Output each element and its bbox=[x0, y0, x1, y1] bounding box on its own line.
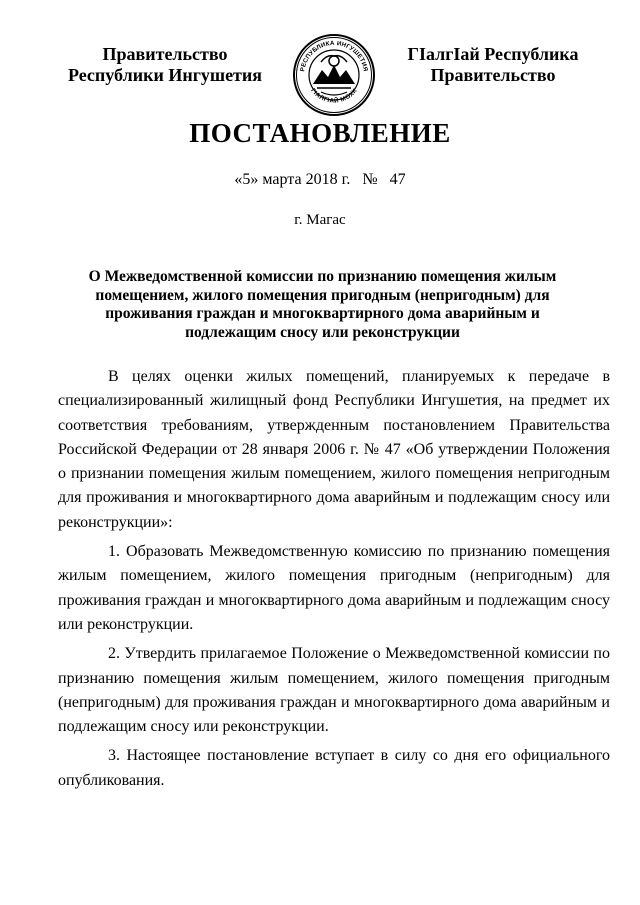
item-paragraph-2: 2. Утвердить прилагаемое Положение о Межведомственной комиссии по признанию помещения жилым помещением, жилого помещения пригодным (непригодным) для проживания граждан и многоквартирного дома аварийным и подлежащим сносу или реконструкции. bbox=[58, 645, 610, 736]
document-date: «5» марта 2018 г. bbox=[234, 171, 351, 188]
letterhead bbox=[40, 39, 610, 114]
issuer-ingush bbox=[377, 44, 609, 86]
issuer-ingush-line1: ГIалгIай Республика bbox=[407, 44, 579, 64]
issuer-ingush-line2: Правительство bbox=[430, 65, 556, 85]
document-subject-heading: О Межведомственной комиссии по признанию помещения жилым помещением, жилого помещения пригодным (непригодным) для проживания граждан и многоквартирного дома аварийным и подлежащим сносу или реконструкции bbox=[88, 268, 557, 341]
issuer-russian-line2: Республики Ингушетия bbox=[67, 65, 263, 85]
emblem-icon bbox=[291, 32, 377, 118]
item-paragraph-1: 1. Образовать Межведомственную комиссию по признанию помещения жилым помещением, жилого помещения пригодным (непригодным) для проживания граждан и многоквартирного дома аварийным и подлежащим сносу или реконструкции. bbox=[58, 543, 610, 633]
issuer-russian-line1: Правительство bbox=[102, 44, 228, 64]
preamble-paragraph: В целях оценки жилых помещений, планируемых к передаче в специализированный жилищный фонд Республики Ингушетия, на предмет их соответствия требованиям, утвержденным постановлением Правительства Российской Федерации от 28 января 2006 г. № 47 «Об утверждении Положения о признании помещения жилым помещением, жилого помещения непригодным для проживания и многоквартирного дома аварийным и подлежащим сносу или реконструкции»: bbox=[58, 368, 610, 531]
emblem-text-bottom: ГIАЛГIАЙ МОХК bbox=[309, 87, 359, 105]
number-sign: № bbox=[362, 171, 378, 188]
document-number: 47 bbox=[389, 171, 406, 188]
issuer-russian bbox=[40, 44, 290, 86]
date-number-line bbox=[0, 171, 640, 189]
document-type-title: ПОСТАНОВЛЕНИЕ bbox=[189, 118, 451, 148]
emblem-text-top: РЕСПУБЛИКА ИНГУШЕТИЯ bbox=[299, 39, 369, 73]
city-name: г. Магас bbox=[294, 212, 346, 228]
document-body bbox=[58, 365, 610, 798]
item-paragraph-3: 3. Настоящее постановление вступает в силу со дня его официального опубликования. bbox=[58, 747, 610, 789]
svg-text:ГIАЛГIАЙ МОХК bbox=[309, 87, 359, 104]
coat-of-arms-emblem bbox=[291, 32, 377, 118]
